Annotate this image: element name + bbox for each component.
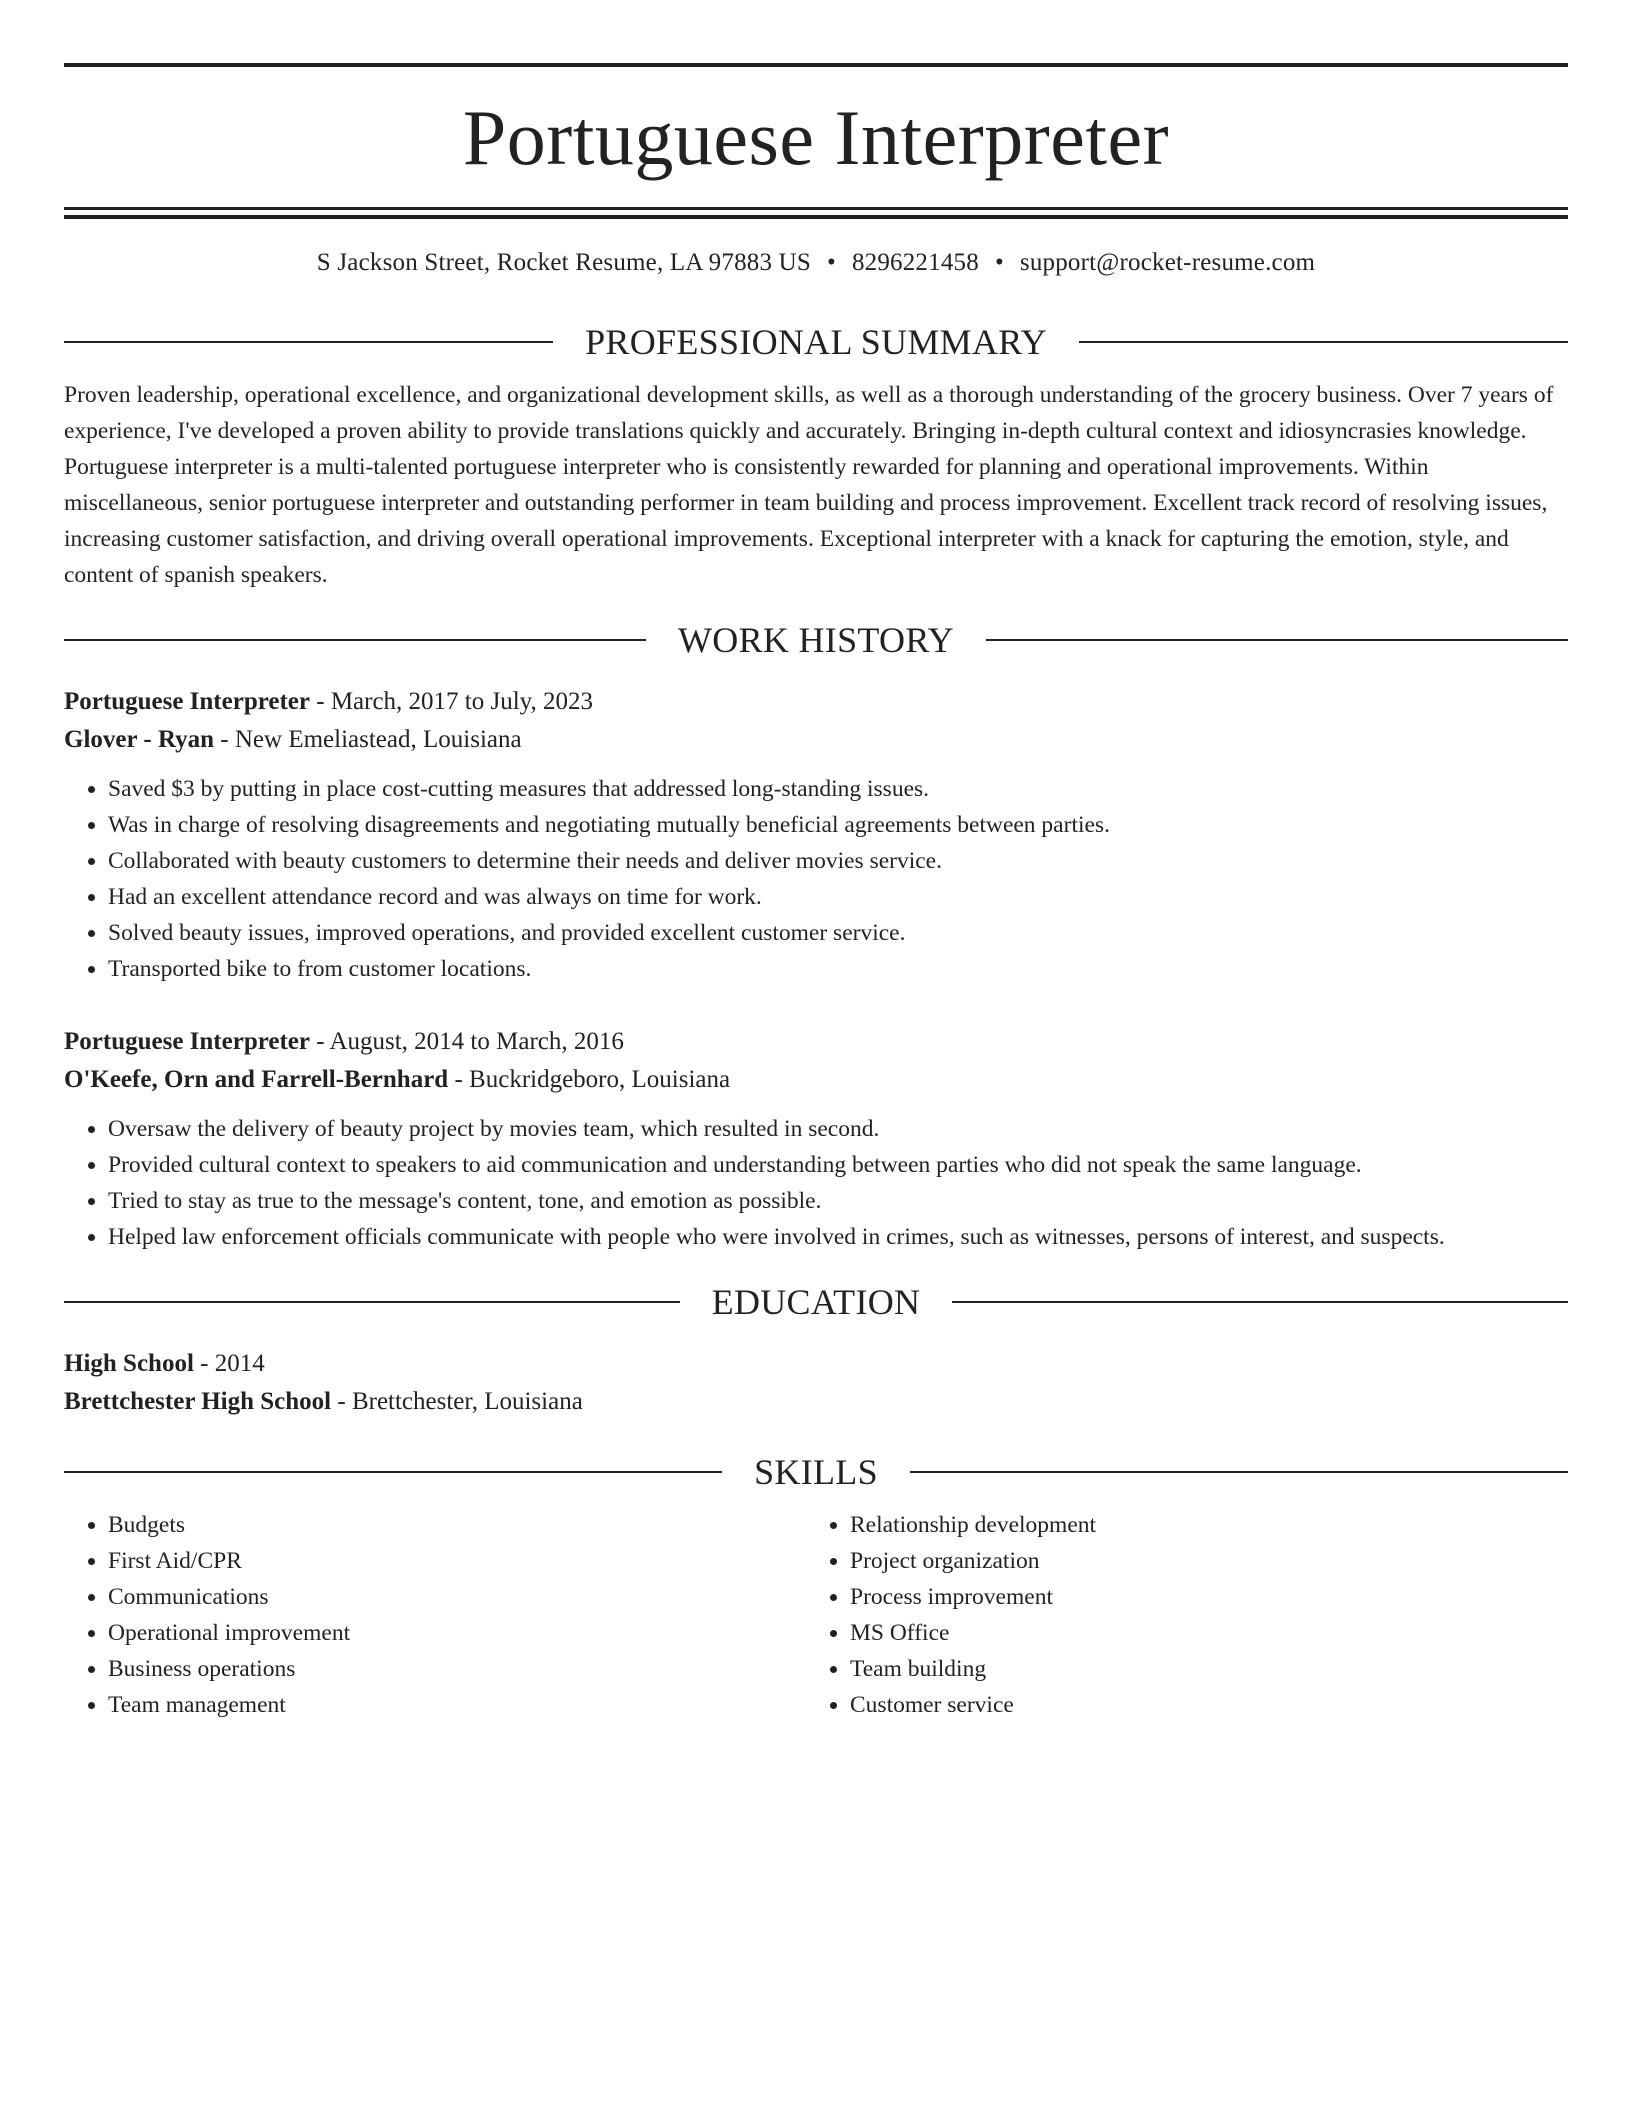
job-company-line: Glover - Ryan - New Emeliastead, Louisiana [64,726,522,753]
skill-item: • Relationship development [850,1507,1548,1543]
list-item: • Had an excellent attendance record and was always on time for work. [108,879,1568,915]
contact-line [64,249,1568,277]
skills-list-right [806,1507,1548,1723]
section-title: WORK HISTORY [678,620,954,660]
list-item: • Tried to stay as true to the message's content, tone, and emotion as possible. [108,1183,1568,1219]
job-title: Portuguese Interpreter [64,688,310,715]
heading-rule-left [64,639,646,641]
contact-address: S Jackson Street, Rocket Resume, LA 97883 US [316,249,811,276]
heading-rule-left [64,1471,722,1473]
skill-item: • Team management [108,1687,806,1723]
resume-page [64,0,1568,1723]
education-degree: High School [64,1350,194,1377]
section-heading-skills [64,1451,1568,1493]
job-dates: March, 2017 to July, 2023 [330,688,594,715]
job-company: O'Keefe, Orn and Farrell-Bernhard [64,1066,449,1093]
job-title-line: Portuguese Interpreter - August, 2014 to March, 2016 [64,1028,624,1055]
list-item: • Transported bike to from customer locations. [108,951,1568,987]
title-block [64,63,1568,219]
job-bullets [64,771,1568,987]
skill-item: • Process improvement [850,1579,1548,1615]
list-item: • Collaborated with beauty customers to determine their needs and deliver movies service. [108,843,1568,879]
section-title: PROFESSIONAL SUMMARY [585,322,1047,362]
education-school: Brettchester High School [64,1388,332,1415]
list-item: • Provided cultural context to speakers to aid communication and understanding between parties who did not speak the same language. [108,1147,1568,1183]
section-title: SKILLS [754,1452,878,1492]
job-company-line: O'Keefe, Orn and Farrell-Bernhard - Buckridgeboro, Louisiana [64,1066,731,1093]
skill-item: • Project organization [850,1543,1548,1579]
contact-separator: • [826,249,836,276]
list-item: • Helped law enforcement officials communicate with people who were involved in crimes, such as witnesses, persons of interest, and suspects. [108,1219,1568,1255]
list-item: • Oversaw the delivery of beauty project by movies team, which resulted in second. [108,1111,1568,1147]
section-heading-education [64,1281,1568,1323]
heading-rule-right [986,639,1568,641]
contact-email: support@rocket-resume.com [1019,249,1316,276]
education-entry [64,1345,1568,1421]
education-school-line: Brettchester High School - Brettchester, Louisiana [64,1388,583,1415]
skill-item: • MS Office [850,1615,1548,1651]
section-title: EDUCATION [711,1282,921,1322]
job-title: Portuguese Interpreter [64,1028,310,1055]
job-title-line: Portuguese Interpreter - March, 2017 to July, 2023 [64,688,594,715]
education-degree-line: High School - 2014 [64,1350,265,1377]
heading-rule-right [952,1301,1568,1303]
name-double-rule [64,207,1568,219]
skills-columns [64,1507,1568,1723]
heading-rule-right [910,1471,1568,1473]
skill-item: • First Aid/CPR [108,1543,806,1579]
skill-item: • Communications [108,1579,806,1615]
contact-phone: 8296221458 [851,249,979,276]
education-location: Brettchester, Louisiana [351,1388,583,1415]
job-entry [64,683,1568,987]
job-entry [64,1023,1568,1255]
job-bullets [64,1111,1568,1255]
section-heading-summary [64,321,1568,363]
list-item: • Solved beauty issues, improved operations, and provided excellent customer service. [108,915,1568,951]
job-location: New Emeliastead, Louisiana [234,726,522,753]
heading-rule-left [64,1301,680,1303]
contact-separator: • [994,249,1004,276]
job-company: Glover - Ryan [64,726,215,753]
skill-item: • Team building [850,1651,1548,1687]
job-dates: August, 2014 to March, 2016 [329,1028,624,1055]
skills-list-left [64,1507,806,1723]
skill-item: • Operational improvement [108,1615,806,1651]
skill-item: • Budgets [108,1507,806,1543]
list-item: • Saved $3 by putting in place cost-cutting measures that addressed long-standing issues. [108,771,1568,807]
resume-name: Portuguese Interpreter [462,94,1170,181]
summary-text: Proven leadership, operational excellence, and organizational development skills, as well as a thorough understanding of the grocery business. Over 7 years of experience, I've developed a proven ability to provide translations quickly and accurately. Bringing in-depth cultural context and idiosyncrasies knowledge. Portuguese interpreter is a multi-talented portuguese interpreter who is consistently rewarded for planning and operational improvements. Within miscellaneous, senior portuguese interpreter and outstanding performer in team building and process improvement. Excellent track record of resolving issues, increasing customer satisfaction, and driving overall operational improvements. Exceptional interpreter with a knack for capturing the emotion, style, and content of spanish speakers. [64,382,1554,588]
skill-item: • Customer service [850,1687,1548,1723]
skill-item: • Business operations [108,1651,806,1687]
section-heading-work [64,619,1568,661]
job-location: Buckridgeboro, Louisiana [469,1066,731,1093]
heading-rule-left [64,341,553,343]
heading-rule-right [1079,341,1568,343]
education-year: 2014 [214,1350,265,1377]
list-item: • Was in charge of resolving disagreements and negotiating mutually beneficial agreements between parties. [108,807,1568,843]
